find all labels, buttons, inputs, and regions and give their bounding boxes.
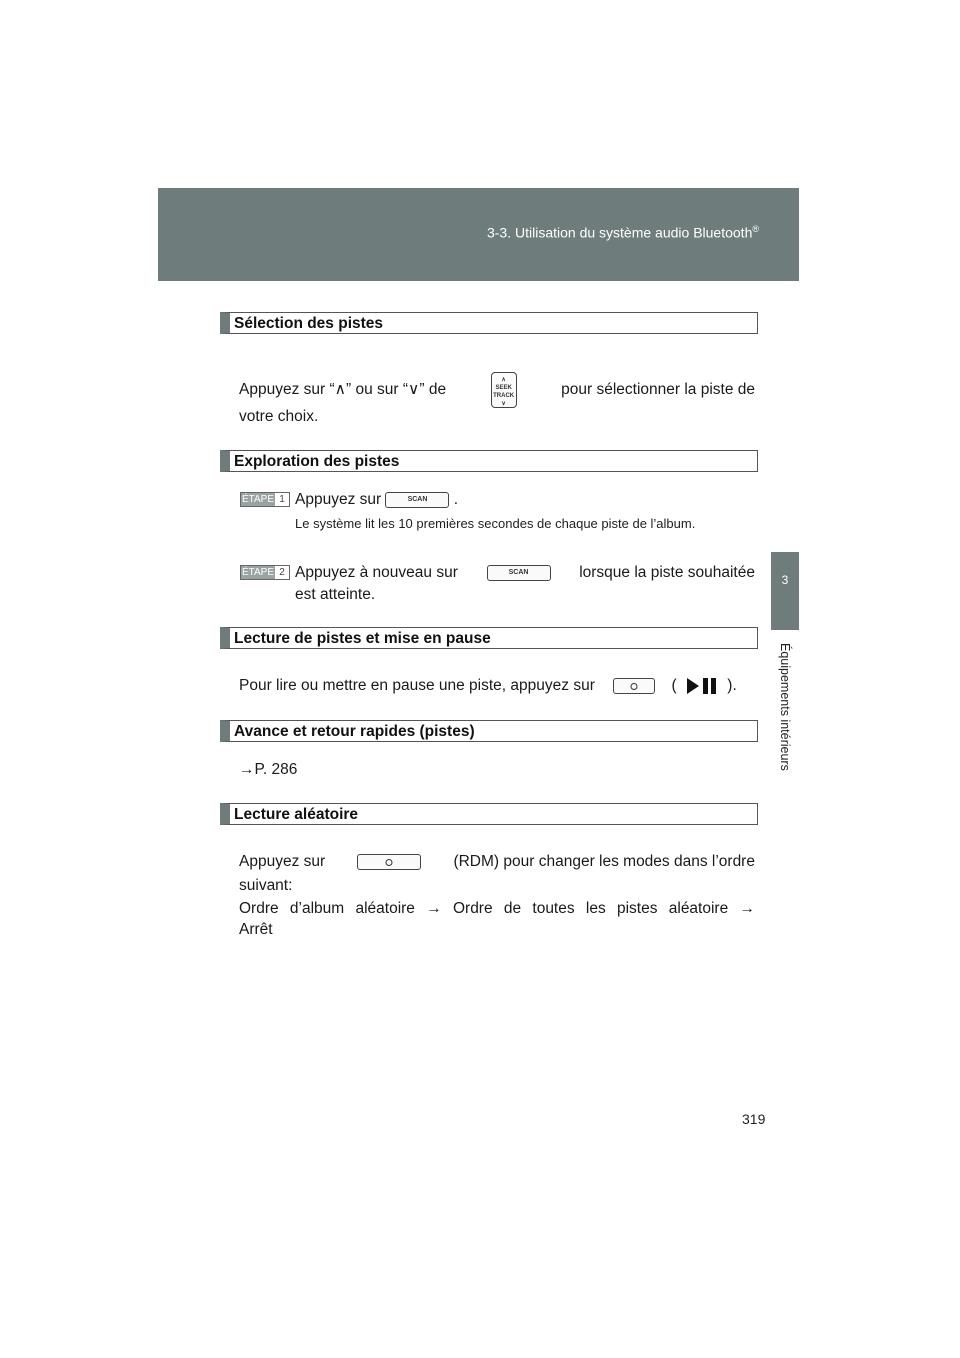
section-heading-fast-forward: Avance et retour rapides (pistes) xyxy=(220,720,758,742)
section-heading-track-scan: Exploration des pistes xyxy=(220,450,758,472)
section-heading-track-selection: Sélection des pistes xyxy=(220,312,758,334)
section-heading-random: Lecture aléatoire xyxy=(220,803,758,825)
step-2-text-end: est atteinte. xyxy=(295,586,376,603)
scan-button-icon: SCAN xyxy=(385,492,449,508)
play-pause-icon xyxy=(685,676,719,696)
step-2-badge: ÉTAPE 2 xyxy=(240,565,290,580)
step-1-note: Le système lit les 10 premières secondes de chaque piste de l’album. xyxy=(295,516,696,531)
rdm-button-icon xyxy=(357,854,421,870)
page-reference-link[interactable]: →P. 286 xyxy=(239,761,298,778)
section-heading-play-pause: Lecture de pistes et mise en pause xyxy=(220,627,758,649)
seek-track-button-icon: ∧ SEEK TRACK ∨ xyxy=(491,372,517,408)
step-1-text: Appuyez sur SCAN . xyxy=(295,491,459,508)
paragraph-track-selection-end: votre choix. xyxy=(239,408,319,425)
step-2-text: Appuyez à nouveau sur SCAN lorsque la piste souhaitée xyxy=(295,564,755,581)
header-band xyxy=(158,188,799,281)
paragraph-track-selection: Appuyez sur “∧” ou sur “∨” de ∧ SEEK TRACK ∨ pour sélectionner la piste de xyxy=(239,372,755,408)
step-1-badge: ÉTAPE 1 xyxy=(240,492,290,507)
paragraph-random-3: Ordre d’album aléatoire → Ordre de toutes les pistes aléatoire → xyxy=(239,900,755,917)
chapter-label: Équipements intérieurs xyxy=(778,643,792,771)
header-title: 3-3. Utilisation du système audio Bluetooth® xyxy=(486,224,759,241)
play-pause-button-icon xyxy=(613,678,655,694)
scan-button-icon: SCAN xyxy=(487,565,551,581)
page-number: 319 xyxy=(742,1111,766,1127)
paragraph-play-pause: Pour lire ou mettre en pause une piste, appuyez sur ( ). xyxy=(239,677,737,694)
paragraph-random-2: suivant: xyxy=(239,877,293,894)
paragraph-random-4: Arrêt xyxy=(239,921,273,938)
chapter-tab: 3 xyxy=(771,552,799,630)
paragraph-random: Appuyez sur (RDM) pour changer les modes dans l’ordre xyxy=(239,853,755,870)
